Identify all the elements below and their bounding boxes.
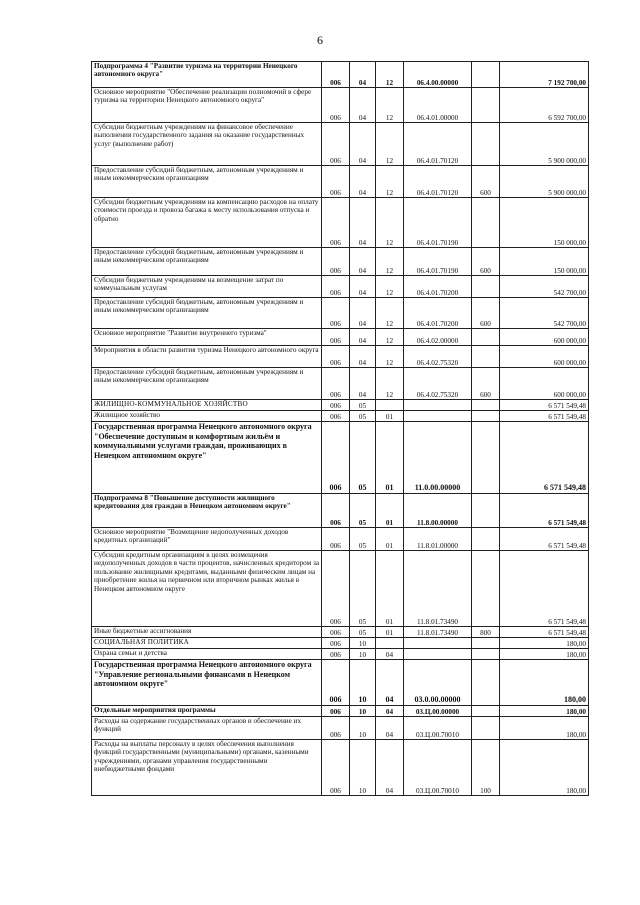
section-code: 04: [350, 329, 376, 346]
expense-type-code: 100: [472, 740, 500, 796]
section-code: 04: [350, 368, 376, 400]
target-article-code: 06.4.00.00000: [404, 62, 472, 88]
expense-type-code: [472, 329, 500, 346]
table-row: [92, 740, 589, 796]
section-code: 04: [350, 276, 376, 298]
row-amount: 6 571 549,48: [500, 627, 589, 638]
subsection-code: 04: [376, 649, 404, 660]
target-article-code: [404, 400, 472, 411]
subsection-code: [376, 400, 404, 411]
expense-type-code: [472, 123, 500, 166]
subsection-code: 04: [376, 717, 404, 740]
subsection-code: 01: [376, 528, 404, 551]
expense-type-code: [472, 276, 500, 298]
section-code: 04: [350, 123, 376, 166]
row-description: Расходы на содержание государственных органов и обеспечение их функций: [92, 717, 322, 740]
row-amount: 180,00: [500, 660, 589, 706]
subsection-code: 01: [376, 627, 404, 638]
table-row: [92, 346, 589, 368]
section-code: 04: [350, 198, 376, 248]
admin-code: 006: [322, 551, 350, 627]
target-article-code: 06.4.01.70200: [404, 298, 472, 329]
row-description: Предоставление субсидий бюджетным, автономным учреждениям и иным некоммерческим организациям: [92, 368, 322, 400]
expense-type-code: [472, 346, 500, 368]
section-code: 05: [350, 411, 376, 422]
target-article-code: 06.4.01.70120: [404, 166, 472, 198]
admin-code: 006: [322, 400, 350, 411]
admin-code: 006: [322, 706, 350, 717]
row-description: Основное мероприятие "Возмещение недополученных доходов кредитных организаций": [92, 528, 322, 551]
row-description: Мероприятия в области развития туризма Ненецкого автономного округа: [92, 346, 322, 368]
table-row: [92, 62, 589, 88]
admin-code: 006: [322, 276, 350, 298]
subsection-code: 04: [376, 660, 404, 706]
row-amount: 180,00: [500, 638, 589, 649]
table-row: [92, 123, 589, 166]
subsection-code: [376, 638, 404, 649]
row-amount: 600 000,00: [500, 329, 589, 346]
row-description: Субсидии бюджетным учреждениям на возмещение затрат по коммунальным услугам: [92, 276, 322, 298]
admin-code: 006: [322, 248, 350, 276]
row-description: Государственная программа Ненецкого автономного округа "Управление региональными финансами в Ненецком автономном округе": [92, 660, 322, 706]
subsection-code: 01: [376, 411, 404, 422]
admin-code: 006: [322, 62, 350, 88]
section-code: 04: [350, 166, 376, 198]
row-description: Подпрограмма 4 "Развитие туризма на территории Ненецкого автономного округа": [92, 62, 322, 88]
subsection-code: 12: [376, 346, 404, 368]
expense-type-code: [472, 198, 500, 248]
row-amount: 6 571 549,48: [500, 411, 589, 422]
subsection-code: 12: [376, 123, 404, 166]
target-article-code: 11.0.00.00000: [404, 422, 472, 494]
section-code: 04: [350, 62, 376, 88]
table-row: [92, 528, 589, 551]
target-article-code: 06.4.02.75320: [404, 368, 472, 400]
row-description: Охрана семьи и детства: [92, 649, 322, 660]
target-article-code: 06.4.02.75320: [404, 346, 472, 368]
target-article-code: 03.0.00.00000: [404, 660, 472, 706]
section-code: 10: [350, 660, 376, 706]
section-code: 04: [350, 298, 376, 329]
section-code: 05: [350, 627, 376, 638]
row-amount: 180,00: [500, 649, 589, 660]
row-amount: 6 571 549,48: [500, 494, 589, 528]
target-article-code: 06.4.01.70190: [404, 248, 472, 276]
target-article-code: 11.8.01.00000: [404, 528, 472, 551]
section-code: 05: [350, 422, 376, 494]
row-description: СОЦИАЛЬНАЯ ПОЛИТИКА: [92, 638, 322, 649]
table-row: [92, 422, 589, 494]
table-row: [92, 494, 589, 528]
admin-code: 006: [322, 494, 350, 528]
target-article-code: 11.8.01.73490: [404, 627, 472, 638]
subsection-code: 12: [376, 298, 404, 329]
row-amount: 180,00: [500, 717, 589, 740]
table-row: [92, 411, 589, 422]
row-amount: 5 900 000,00: [500, 123, 589, 166]
expense-type-code: 800: [472, 627, 500, 638]
page-number: 6: [317, 33, 323, 47]
table-row: [92, 627, 589, 638]
table-row: [92, 551, 589, 627]
table-row: [92, 400, 589, 411]
row-amount: 180,00: [500, 706, 589, 717]
expense-type-code: [472, 638, 500, 649]
row-description: Государственная программа Ненецкого автономного округа "Обеспечение доступным и комфортным жильём и коммунальными услугами граждан, проживающих в Ненецком автономном округе": [92, 422, 322, 494]
section-code: 05: [350, 551, 376, 627]
table-row: [92, 248, 589, 276]
section-code: 10: [350, 649, 376, 660]
section-code: 05: [350, 400, 376, 411]
row-description: Отдельные мероприятия программы: [92, 706, 322, 717]
row-amount: 6 571 549,48: [500, 400, 589, 411]
admin-code: 006: [322, 717, 350, 740]
expense-type-code: [472, 400, 500, 411]
section-code: 10: [350, 706, 376, 717]
expense-type-code: 600: [472, 166, 500, 198]
table-row: [92, 638, 589, 649]
subsection-code: 01: [376, 494, 404, 528]
subsection-code: 12: [376, 62, 404, 88]
target-article-code: 06.4.01.70120: [404, 123, 472, 166]
table-row: [92, 368, 589, 400]
table-row: [92, 88, 589, 123]
section-code: 10: [350, 717, 376, 740]
row-amount: 542 700,00: [500, 298, 589, 329]
admin-code: 006: [322, 123, 350, 166]
admin-code: 006: [322, 660, 350, 706]
section-code: 10: [350, 638, 376, 649]
subsection-code: 12: [376, 329, 404, 346]
subsection-code: 12: [376, 368, 404, 400]
admin-code: 006: [322, 411, 350, 422]
admin-code: 006: [322, 422, 350, 494]
row-amount: 600 000,00: [500, 346, 589, 368]
admin-code: 006: [322, 368, 350, 400]
budget-table: [91, 61, 589, 796]
expense-type-code: [472, 717, 500, 740]
target-article-code: 03.Ц.00.00000: [404, 706, 472, 717]
row-description: Предоставление субсидий бюджетным, автономным учреждениям и иным некоммерческим организациям: [92, 248, 322, 276]
subsection-code: 12: [376, 88, 404, 123]
target-article-code: 06.4.01.00000: [404, 88, 472, 123]
row-description: Подпрограмма 8 "Повышение доступности жилищного кредитования для граждан в Ненецком автономном округе": [92, 494, 322, 528]
admin-code: 006: [322, 638, 350, 649]
row-amount: 150 000,00: [500, 198, 589, 248]
admin-code: 006: [322, 528, 350, 551]
expense-type-code: [472, 706, 500, 717]
row-description: Жилищное хозяйство: [92, 411, 322, 422]
section-code: 05: [350, 528, 376, 551]
target-article-code: [404, 649, 472, 660]
table-row: [92, 660, 589, 706]
row-description: Расходы на выплаты персоналу в целях обеспечения выполнения функций государственными (муниципальными) органами, казенными учреждениями, органами управления государственными внебюджетными фондами: [92, 740, 322, 796]
table-row: [92, 276, 589, 298]
table-row: [92, 717, 589, 740]
expense-type-code: [472, 528, 500, 551]
expense-type-code: [472, 422, 500, 494]
row-amount: 542 700,00: [500, 276, 589, 298]
table-row: [92, 649, 589, 660]
target-article-code: [404, 411, 472, 422]
expense-type-code: [472, 660, 500, 706]
row-description: Иные бюджетные ассигнования: [92, 627, 322, 638]
subsection-code: 04: [376, 706, 404, 717]
subsection-code: 12: [376, 276, 404, 298]
row-amount: 600 000,00: [500, 368, 589, 400]
row-description: Предоставление субсидий бюджетным, автономным учреждениям и иным некоммерческим организациям: [92, 298, 322, 329]
target-article-code: 11.8.01.73490: [404, 551, 472, 627]
subsection-code: 01: [376, 422, 404, 494]
subsection-code: 12: [376, 248, 404, 276]
subsection-code: 04: [376, 740, 404, 796]
admin-code: 006: [322, 329, 350, 346]
row-amount: 6 571 549,48: [500, 422, 589, 494]
row-amount: 5 900 000,00: [500, 166, 589, 198]
table-row: [92, 166, 589, 198]
expense-type-code: [472, 88, 500, 123]
subsection-code: 01: [376, 551, 404, 627]
section-code: 04: [350, 346, 376, 368]
expense-type-code: [472, 551, 500, 627]
expense-type-code: 600: [472, 248, 500, 276]
target-article-code: [404, 638, 472, 649]
target-article-code: 03.Ц.00.70010: [404, 717, 472, 740]
section-code: 04: [350, 88, 376, 123]
expense-type-code: 600: [472, 298, 500, 329]
admin-code: 006: [322, 346, 350, 368]
row-description: Субсидии бюджетным учреждениям на компенсацию расходов на оплату стоимости проезда и провоза багажа к месту использования отпуска и обратно: [92, 198, 322, 248]
row-description: ЖИЛИЩНО-КОММУНАЛЬНОЕ ХОЗЯЙСТВО: [92, 400, 322, 411]
table-row: [92, 329, 589, 346]
target-article-code: 06.4.02.00000: [404, 329, 472, 346]
expense-type-code: [472, 494, 500, 528]
admin-code: 006: [322, 198, 350, 248]
expense-type-code: [472, 62, 500, 88]
row-description: Предоставление субсидий бюджетным, автономным учреждениям и иным некоммерческим организациям: [92, 166, 322, 198]
row-description: Субсидии кредитным организациям в целях возмещения недополученных доходов в части процентов, начисленных кредитором за пользование жилищными кредитами, выданными физическим лицам на приобретение жилья на первичном или вторичном рынках жилья в Ненецком автономном округе: [92, 551, 322, 627]
admin-code: 006: [322, 298, 350, 329]
expense-type-code: [472, 411, 500, 422]
target-article-code: 11.8.00.00000: [404, 494, 472, 528]
section-code: 04: [350, 248, 376, 276]
row-description: Основное мероприятие "Обеспечение реализации полномочий в сфере туризма на территории Ненецкого автономного округа": [92, 88, 322, 123]
expense-type-code: [472, 649, 500, 660]
subsection-code: 12: [376, 166, 404, 198]
row-amount: 7 192 700,00: [500, 62, 589, 88]
row-amount: 6 592 700,00: [500, 88, 589, 123]
admin-code: 006: [322, 649, 350, 660]
admin-code: 006: [322, 627, 350, 638]
admin-code: 006: [322, 740, 350, 796]
row-description: Субсидии бюджетным учреждениям на финансовое обеспечение выполнения государственного задания на оказание государственных услуг (выполнение работ): [92, 123, 322, 166]
target-article-code: 06.4.01.70200: [404, 276, 472, 298]
target-article-code: 06.4.01.70190: [404, 198, 472, 248]
table-row: [92, 198, 589, 248]
section-code: 05: [350, 494, 376, 528]
admin-code: 006: [322, 88, 350, 123]
row-amount: 150 000,00: [500, 248, 589, 276]
admin-code: 006: [322, 166, 350, 198]
section-code: 10: [350, 740, 376, 796]
expense-type-code: 600: [472, 368, 500, 400]
subsection-code: 12: [376, 198, 404, 248]
table-row: [92, 706, 589, 717]
target-article-code: 03.Ц.00.70010: [404, 740, 472, 796]
row-amount: 6 571 549,48: [500, 528, 589, 551]
row-description: Основное мероприятие "Развитие внутреннего туризма": [92, 329, 322, 346]
table-row: [92, 298, 589, 329]
row-amount: 180,00: [500, 740, 589, 796]
row-amount: 6 571 549,48: [500, 551, 589, 627]
